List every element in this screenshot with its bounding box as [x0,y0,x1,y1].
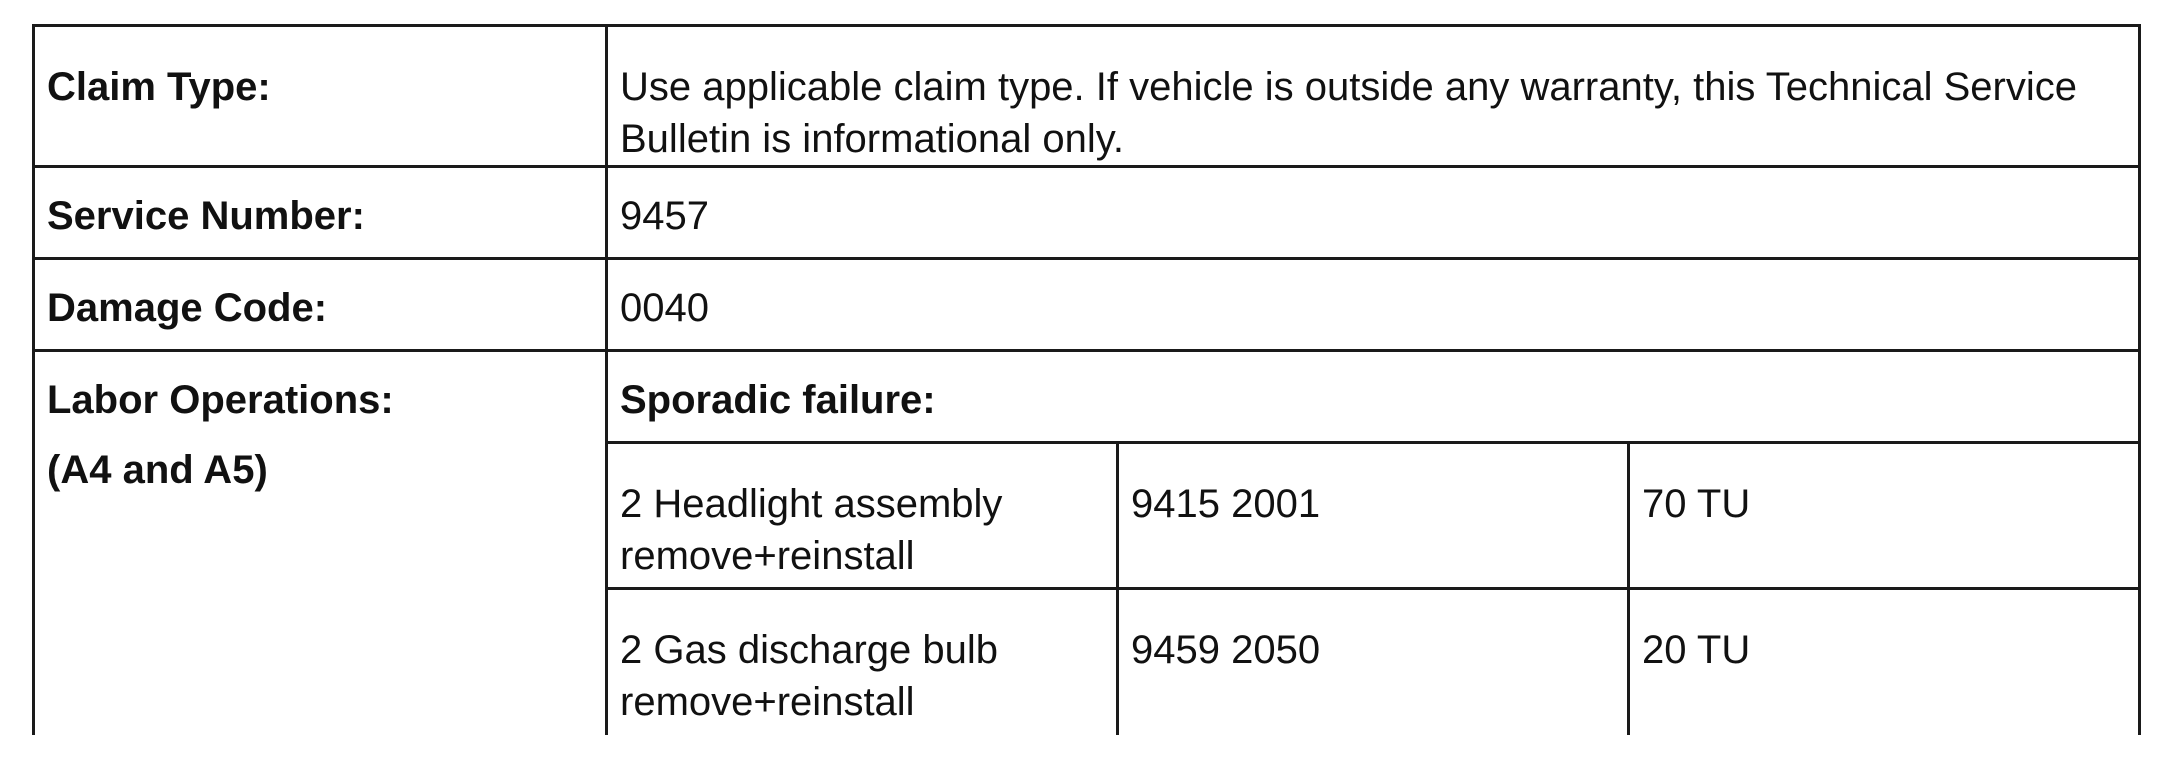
service-number-label: Service Number: [34,167,607,259]
damage-code-label: Damage Code: [34,259,607,351]
labor-row-description: 2 Gas discharge bulb remove+reinstall [607,589,1118,735]
claim-type-value: Use applicable claim type. If vehicle is outside any warranty, this Technical Service Bulletin is informational only. [607,26,2140,167]
service-number-value: 9457 [607,167,2140,259]
damage-code-value: 0040 [607,259,2140,351]
sporadic-failure-title: Sporadic failure: [607,351,2140,443]
labor-row-time: 20 TU [1629,589,2140,735]
labor-row-description: 2 Headlight assembly remove+reinstall [607,443,1118,589]
labor-operations-header-row [34,351,2140,443]
labor-row-time: 70 TU [1629,443,2140,589]
labor-operations-label-line2: (A4 and A5) [47,448,268,492]
labor-row-code: 9459 2050 [1118,589,1629,735]
labor-row-code: 9415 2001 [1118,443,1629,589]
service-number-row [34,167,2140,259]
damage-code-row [34,259,2140,351]
warranty-claim-table [32,24,2141,735]
labor-operations-label-line1: Labor Operations: [47,378,394,422]
claim-type-row [34,26,2140,167]
labor-operations-label [34,351,607,735]
claim-type-label: Claim Type: [34,26,607,167]
